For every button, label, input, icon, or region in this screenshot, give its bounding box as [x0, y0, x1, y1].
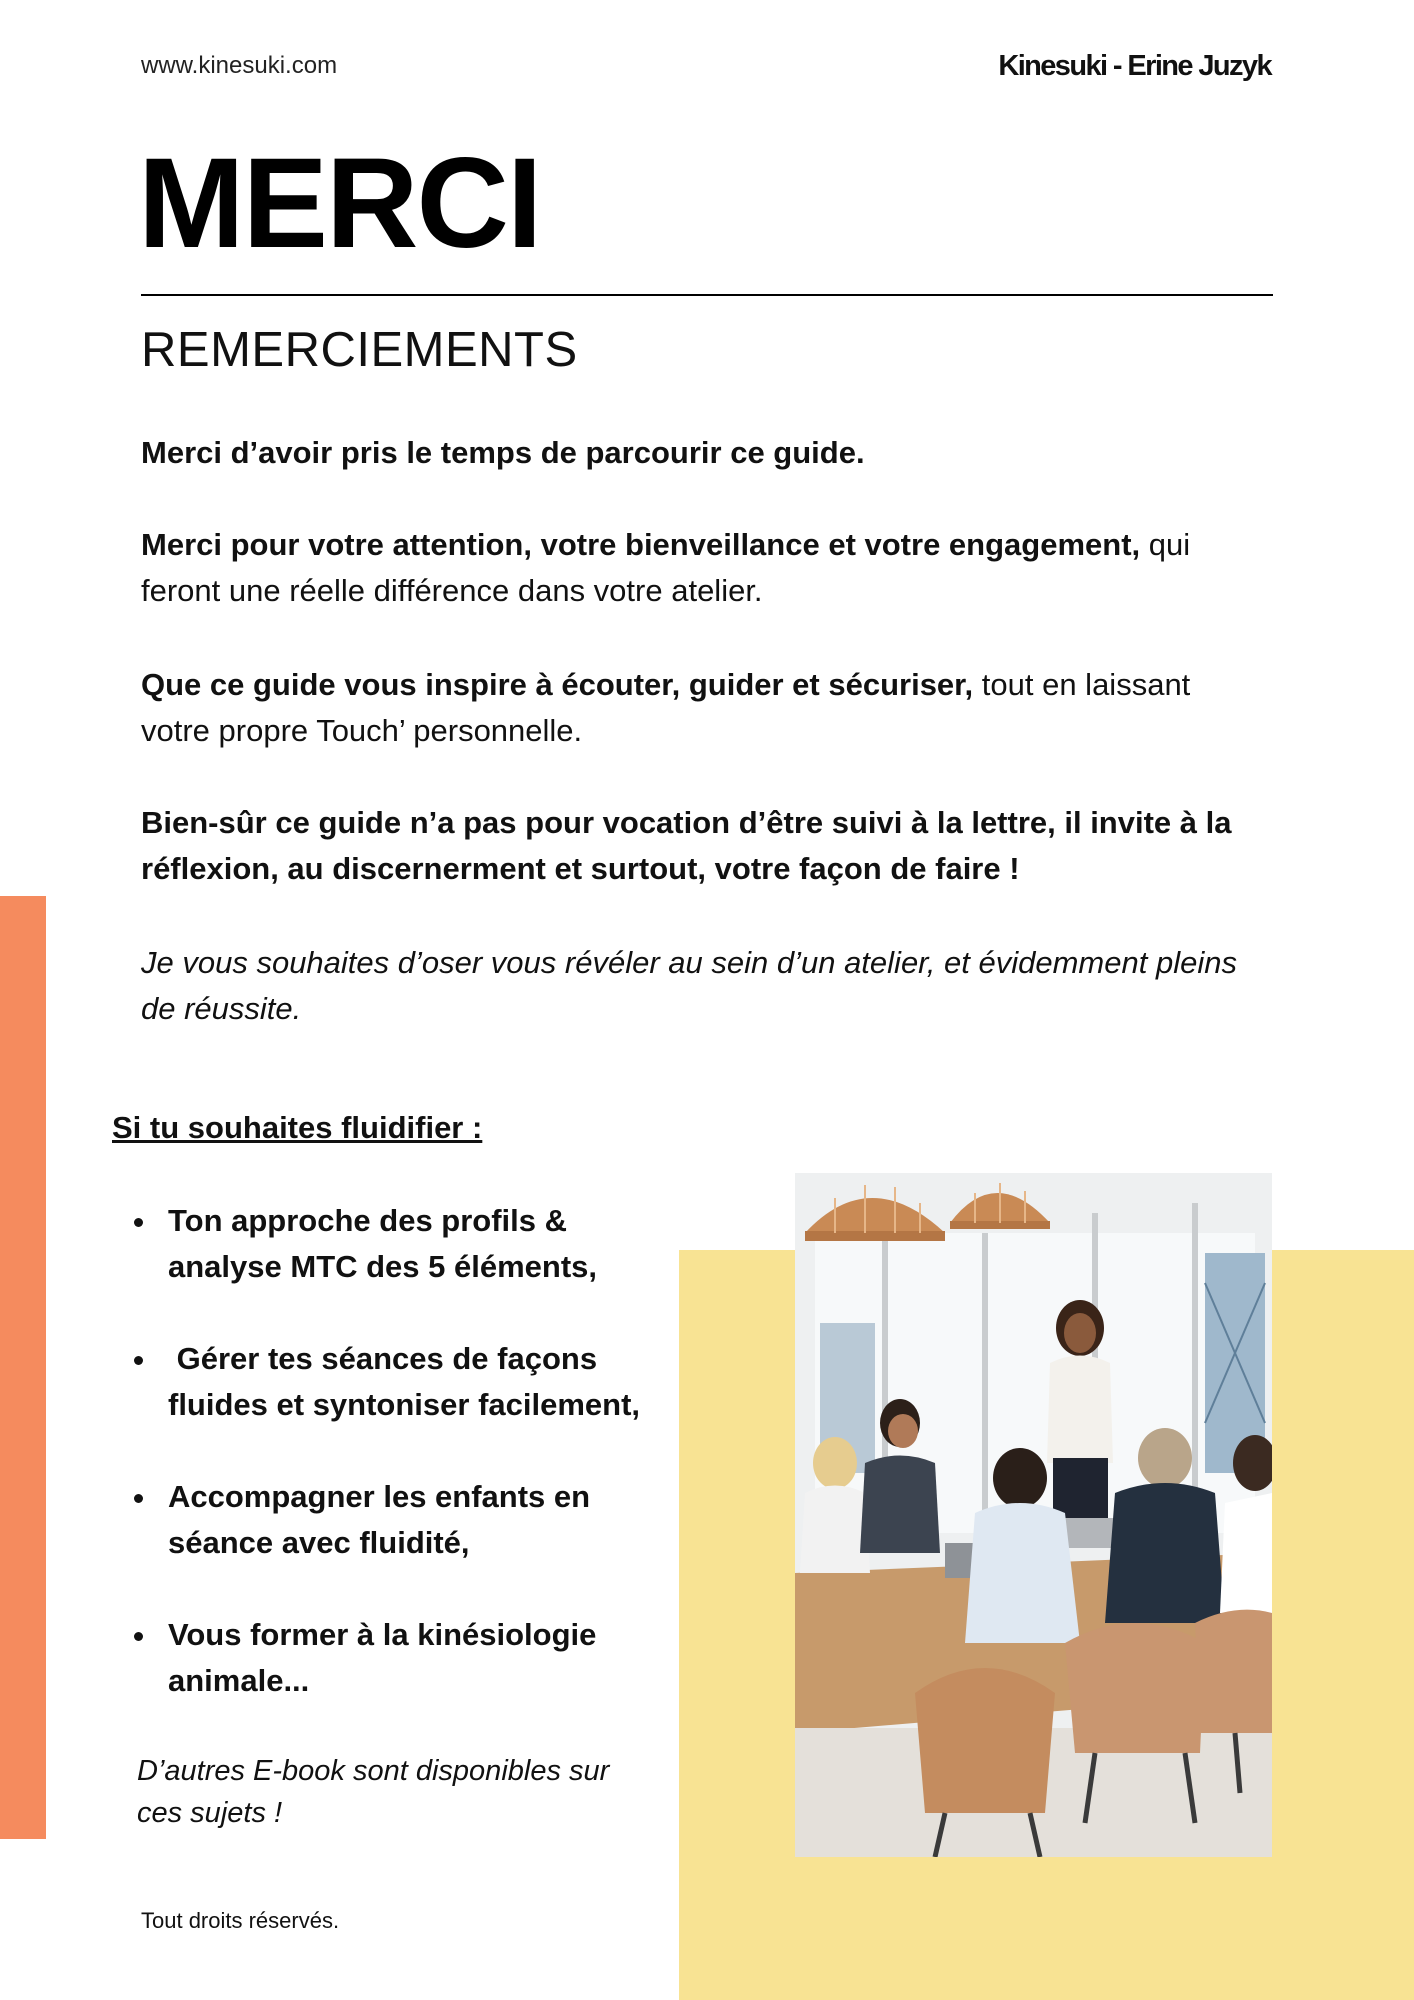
paragraph-text: qui feront une réelle différence dans votre atelier. [141, 527, 1191, 608]
paragraph-bold-text: Merci d’avoir pris le temps de parcourir ce guide. [141, 435, 865, 470]
topics-list [112, 1198, 672, 1750]
list-item-text: Vous former à la kinésiologie animale... [168, 1617, 597, 1698]
bullet-icon [134, 1218, 143, 1227]
list-item-text: Accompagner les enfants en séance avec fluidité, [168, 1479, 591, 1560]
page-subtitle: REMERCIEMENTS [141, 323, 578, 377]
list-item-text: Ton approche des profils & analyse MTC des 5 éléments, [168, 1203, 598, 1284]
paragraph-inspire [141, 662, 1261, 754]
paragraph-thanks-attention [141, 522, 1261, 614]
list-item [112, 1336, 672, 1428]
orange-accent-bar [0, 896, 46, 1839]
website-url[interactable]: www.kinesuki.com [141, 52, 338, 79]
paragraph-thanks-guide [141, 430, 1261, 476]
bullet-icon [134, 1632, 143, 1641]
list-item [112, 1612, 672, 1704]
paragraph-reflection [141, 800, 1261, 892]
paragraph-wishes: Je vous souhaites d’oser vous révéler au sein d’un atelier, et évidemment pleins de réussite. [141, 945, 1237, 1026]
ebook-note: D’autres E-book sont disponibles sur ces sujets ! [137, 1755, 610, 1829]
bullet-icon [134, 1494, 143, 1503]
list-item [112, 1198, 672, 1290]
copyright-notice: Tout droits réservés. [141, 1908, 340, 1933]
paragraph-bold-text: Que ce guide vous inspire à écouter, guider et sécuriser, [141, 667, 974, 702]
page-title: MERCI [138, 132, 541, 275]
author-name: Kinesuki - Erine Juzyk [998, 50, 1271, 82]
section-heading: Si tu souhaites fluidifier : [112, 1110, 483, 1145]
bullet-icon [134, 1356, 143, 1365]
paragraph-text: tout en laissant votre propre Touch’ personnelle. [141, 667, 1191, 748]
list-item-text: Gérer tes séances de façons fluides et syntoniser facilement, [168, 1341, 641, 1422]
title-divider [141, 294, 1273, 296]
paragraph-bold-text: Bien-sûr ce guide n’a pas pour vocation d’être suivi à la lettre, il invite à la réflexion, au discernerment et surtout, votre façon de faire ! [141, 805, 1232, 886]
list-item [112, 1474, 672, 1566]
meeting-photo [795, 1173, 1272, 1857]
paragraph-bold-text: Merci pour votre attention, votre bienveillance et votre engagement, [141, 527, 1141, 562]
